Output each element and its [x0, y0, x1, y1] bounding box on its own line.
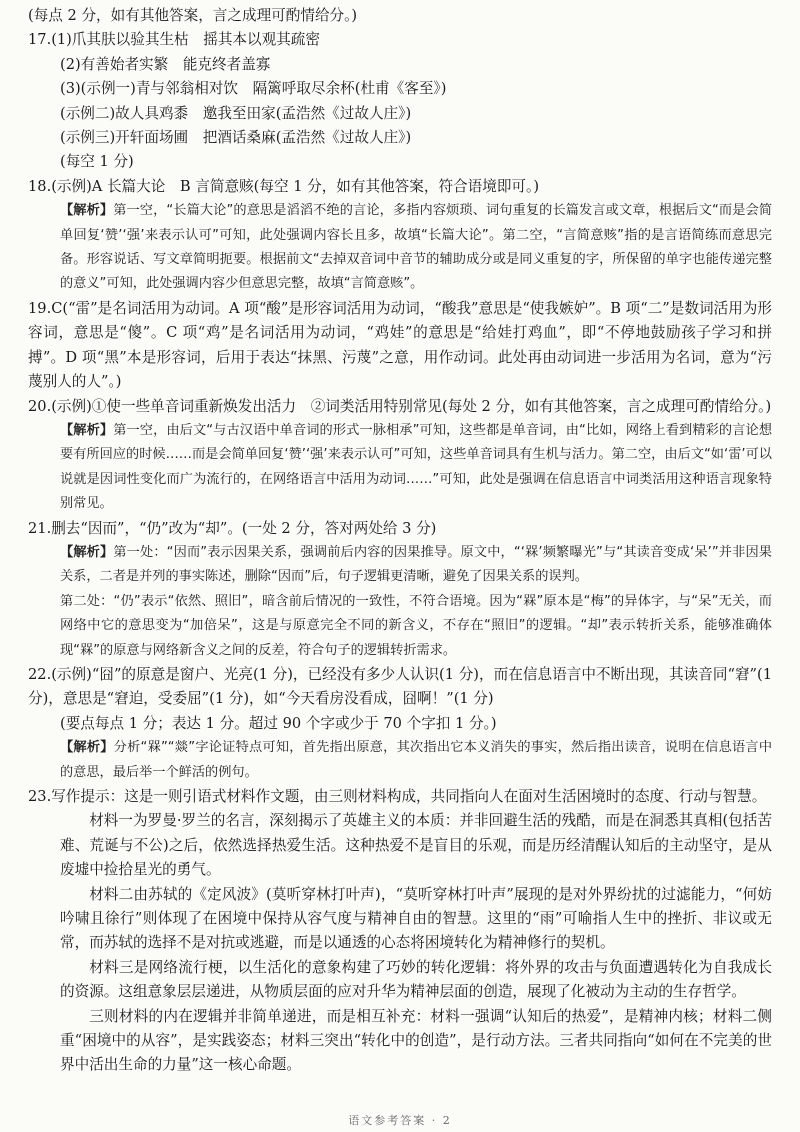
q19-text: 19.C(“雷”是名词活用为动词。A 项“酸”是形容词活用为动词，“酸我”意思是“使我嫉妒”。B 项“二”是数词活用为形容词，意思是“傻”。C 项“鸡”是名词活用为动词，“鸡娃”的意思是“给娃打鸡血”，即“不停地鼓励孩子学习和拼搏”。D 项“黑”本是形容词，后用于表达“抹黑、污蔑”之意，用作动词。此处再由动词进一步活用为名词，意为“污蔑别人的人”。): [28, 299, 772, 391]
analysis-tag: 【解析】: [60, 203, 114, 219]
q20-analysis: [28, 419, 772, 517]
q23-summary: 三则材料的内在逻辑并非简单递进，而是相互补充：材料一强调“认知后的热爱”，是精神内核；材料二侧重“困境中的从容”，是实践姿态；材料三突出“转化中的创造”，是行动方法。三者共同指向“如何在不完美的世界中活出生命的力量”这一核心命题。: [60, 1007, 772, 1074]
q17-line-5: (示例三)开轩面场圃 把酒话桑麻(孟浩然《过故人庄》): [60, 129, 412, 147]
q20-analysis-text: 第一空，由后文“与古汉语中单音词的形式一脉相承”可知，这些都是单音词，由“比如，网络上看到精彩的言论想要有所回应的时候……而是会简单回复‘赞’‘强’来表示认可”可知，这些单音词具有生机与活力。第二空，由后文“如‘雷’可以说就是因词性变化而广为流行的，在网络语言中活用为动词……”可知，此处是强调在信息语言中词类活用这种语言现象特别常见。: [60, 422, 773, 512]
question-18: [28, 175, 772, 297]
question-20: [28, 395, 772, 517]
q18-answer: 18.(示例)A 长篇大论 B 言简意赅(每空 1 分，如有其他答案，符合语境即可。): [28, 177, 540, 195]
q23-material-3: 材料三是网络流行梗，以生活化的意象构建了巧妙的转化逻辑：将外界的攻击与负面遭遇转化为自我成长的资源。这组意象层层递进，从物质层面的应对升华为精神层面的创造，展现了化被动为主动的生存哲学。: [60, 958, 772, 1001]
analysis-tag: 【解析】: [60, 422, 114, 438]
q23-intro: 23.写作提示：这是一则引语式材料作文题，由三则材料构成，共同指向人在面对生活困境时的态度、行动与智慧。: [28, 788, 767, 805]
q18-analysis: [28, 199, 772, 297]
q22-answer: 22.(示例)“囧”的原意是窗户、光亮(1 分)，已经没有多少人认识(1 分)，而在信息语言中不断出现，其读音同“窘”(1 分)，意思是“窘迫，受委屈”(1 分)，如“今天看房没看成，囧啊！”(1 分): [28, 665, 772, 708]
analysis-tag: 【解析】: [60, 740, 114, 756]
q17-line-4: (示例二)故人具鸡黍 邀我至田家(孟浩然《过故人庄》): [60, 104, 412, 122]
q17-line-2: (2)有善始者实繁 能克终者盖寡: [60, 55, 271, 73]
q21-analysis-1: [28, 541, 772, 590]
q23-material-2: 材料二由苏轼的《定风波》(莫听穿林打叶声)，“莫听穿林打叶声”展现的是对外界纷扰的过滤能力，“何妨吟啸且徐行”则体现了在困境中保持从容气度与精神自由的智慧。这里的“雨”可喻指人生中的挫折、非议或无常，而苏轼的选择不是对抗或逃避，而是以通透的心态将困境转化为精神修行的契机。: [60, 885, 772, 952]
scoring-note: (每点 2 分，如有其他答案，言之成理可酌情给分。): [28, 7, 358, 24]
q17-line-1: 17.(1)爪其肤以验其生枯 摇其本以观其疏密: [28, 31, 320, 49]
q18-analysis-text: 第一空，“长篇大论”的意思是滔滔不绝的言论，多指内容烦琐、词句重复的长篇发言或文章，根据后文“而是会简单回复‘赞’‘强’来表示认可”可知，此处强调内容长且多，故填“长篇大论”。第二空，“言简意赅”指的是言语简练而意思完备。形容说话、写文章简明扼要。根据前文“去掉双音词中音节的辅助成分或是同义重复的字，所保留的单字也能传递完整的意义”可知，此处强调内容少但意思完整，故填“言简意赅”。: [60, 203, 773, 292]
question-21: [28, 517, 772, 663]
q21-answer: 21.删去“因而”，“仍”改为“却”。(一处 2 分，答对两处给 3 分): [28, 519, 437, 537]
question-23: [28, 785, 772, 1078]
q22-scoring: (要点每点 1 分；表达 1 分。超过 90 个字或少于 70 个字扣 1 分。): [60, 714, 497, 732]
page-footer: 语文参考答案 · 2: [348, 1114, 452, 1127]
q20-answer: 20.(示例)①使一些单音词重新焕发出活力 ②词类活用特别常见(每处 2 分，如有其他答案，言之成理可酌情给分。): [28, 397, 772, 415]
q22-analysis-text: 分析“槑”“燚”字论证特点可知，首先指出原意，其次指出它本义消失的事实，然后指出读音，说明在信息语言中的意思，最后举一个鲜活的例句。: [60, 740, 773, 780]
q21-analysis-text-1: 第一处：“因而”表示因果关系，强调前后内容的因果推导。原文中，“‘槑’频繁曝光”与“其读音变成‘呆’”并非因果关系，二者是并列的事实陈述，删除“因而”后，句子逻辑更清晰，避免了因果关系的误判。: [60, 544, 772, 585]
analysis-tag: 【解析】: [60, 544, 114, 560]
question-17: [28, 28, 772, 174]
question-22: [28, 663, 772, 785]
q17-line-6: (每空 1 分): [60, 153, 134, 171]
question-19: [28, 297, 772, 395]
q23-material-1: 材料一为罗曼·罗兰的名言，深刻揭示了英雄主义的本质：并非回避生活的残酷，而是在洞悉其真相(包括苦难、荒诞与不公)之后，依然选择热爱生活。这种热爱不是盲目的乐观，而是历经清醒认知后的主动坚守，是从废墟中捡拾星光的勇气。: [60, 812, 772, 879]
q17-line-3: (3)(示例一)青与邻翁相对饮 隔篱呼取尽余杯(杜甫《客至》): [60, 80, 447, 98]
q21-analysis-2: 第二处：“仍”表示“依然、照旧”，暗含前后情况的一致性，不符合语境。因为“槑”原本是“梅”的异体字，与“呆”无关，而网络中它的意思变为“加倍呆”，这是与原意完全不同的新含义，不存在“照旧”的逻辑。“却”表示转折关系，能够准确体现“槑”的原意与网络新含义之间的反差，符合句子的逻辑转折需求。: [60, 593, 772, 658]
q22-analysis: [28, 736, 772, 785]
